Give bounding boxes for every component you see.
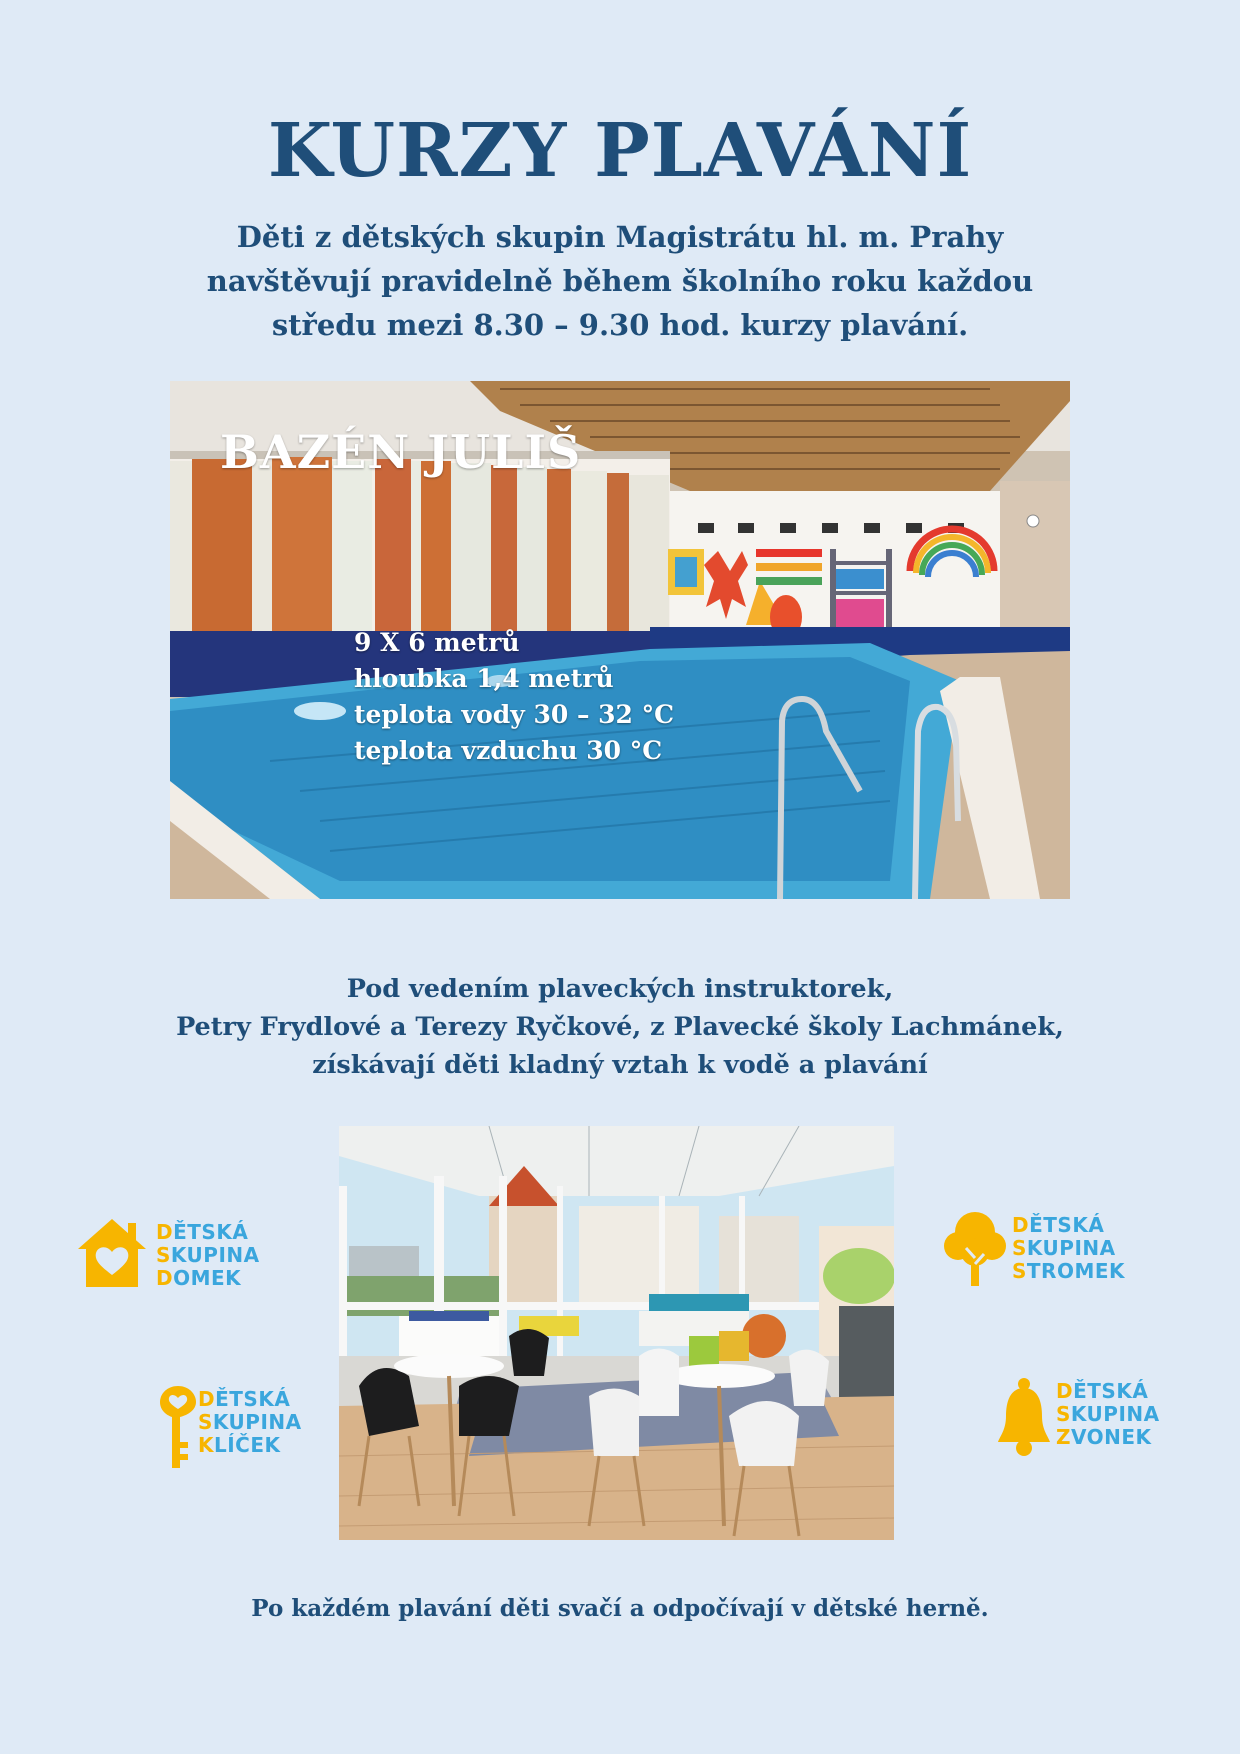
tree-icon (944, 1208, 1006, 1288)
footer-text: Po každém plavání děti svačí a odpočívají v dětské herně. (251, 1595, 989, 1622)
instructors-line: Pod vedením plaveckých instruktorek, (346, 974, 894, 1004)
instructors-line: získávají děti kladný vztah k vodě a plavání (312, 1050, 928, 1080)
pool-name: BAZÉN JULIŠ (220, 425, 582, 479)
intro-line: středu mezi 8.30 – 9.30 hod. kurzy plavání. (271, 308, 969, 342)
instructors-text (100, 970, 1140, 1084)
playroom-photo (339, 1126, 894, 1540)
pool-fact: 9 X 6 metrů (354, 628, 520, 657)
instructors-line: Petry Frydlové a Terezy Ryčkové, z Plavecké školy Lachmánek, (176, 1012, 1064, 1042)
house-heart-icon (74, 1215, 150, 1291)
logo-klicek: DĚTSKÁ SKUPINA KLÍČEK (158, 1384, 308, 1470)
page-title: KURZY PLAVÁNÍ (267, 108, 973, 194)
intro-line: Děti z dětských skupin Magistrátu hl. m. Prahy (236, 220, 1004, 254)
logo-zvonek: DĚTSKÁ SKUPINA ZVONEK (996, 1376, 1156, 1458)
pool-fact: hloubka 1,4 metrů (354, 664, 614, 693)
key-icon (158, 1384, 198, 1470)
intro-line: navštěvují pravidelně během školního roku každou (206, 264, 1034, 298)
bell-icon (996, 1376, 1052, 1458)
playroom-illustration (339, 1126, 894, 1540)
pool-facts (354, 625, 674, 769)
pool-fact: teplota vody 30 – 32 °C (354, 700, 675, 729)
pool-photo (170, 381, 1070, 899)
intro-text (160, 215, 1080, 347)
pool-fact: teplota vzduchu 30 °C (354, 736, 663, 765)
logo-domek: DĚTSKÁ SKUPINA DOMEK (74, 1215, 264, 1295)
logo-stromek: DĚTSKÁ SKUPINA STROMEK (944, 1208, 1114, 1288)
